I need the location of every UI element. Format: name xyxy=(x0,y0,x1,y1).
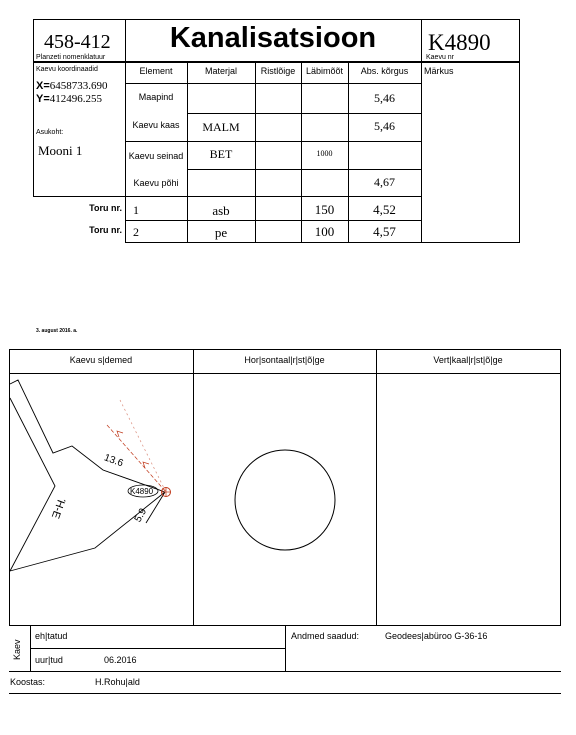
well-number: K4890 xyxy=(428,30,491,55)
pipe-lines xyxy=(107,400,166,492)
row-height: 5,46 xyxy=(374,119,395,133)
col-diameter: Läbimõõt xyxy=(305,66,344,76)
col-element: Element xyxy=(139,66,173,76)
source-label: Andmed saadud: xyxy=(291,631,360,641)
row-element: Maapind xyxy=(138,92,174,102)
row-diameter: 1000 xyxy=(316,149,333,158)
pipe-diameter: 150 xyxy=(314,202,335,217)
coords-label: Kaevu koordinaadid xyxy=(36,66,98,73)
section-scheme-title: Kaevu s|demed xyxy=(69,355,133,365)
col-cross-section: Ristlõige xyxy=(260,66,296,76)
side-label: Kaev xyxy=(12,639,22,660)
row-height: 5,46 xyxy=(374,91,395,105)
author-label: Koostas: xyxy=(10,677,46,687)
row2-label: uur|tud xyxy=(35,655,63,665)
dim-b-label: 5.9 xyxy=(132,506,150,525)
row-element: Kaevu seinad xyxy=(128,151,184,161)
col-remark: Märkus xyxy=(424,66,454,76)
row-material: BET xyxy=(209,147,233,161)
pipe-label: Toru nr. xyxy=(89,203,122,213)
nomenclature-label: Planzeti nomenklatuur xyxy=(36,54,106,61)
pipe-label: Toru nr. xyxy=(89,225,122,235)
dim-a-label: 13.6 xyxy=(102,452,125,470)
row1-label: eh|tatud xyxy=(35,631,68,641)
x-label: X= xyxy=(36,80,50,92)
x-value: 6458733.690 xyxy=(49,80,108,92)
y-label: Y= xyxy=(36,93,50,105)
page-title: Kanalisatsioon xyxy=(169,22,377,54)
row2-value: 06.2016 xyxy=(104,655,137,665)
y-value: 412496.255 xyxy=(49,93,103,105)
well-number-label: Kaevu nr xyxy=(426,54,455,61)
row-element: Kaevu põhi xyxy=(133,178,179,188)
col-height: Abs. kõrgus xyxy=(360,66,409,76)
col-material: Materjal xyxy=(204,66,237,76)
well-tag-label: K4890 xyxy=(130,487,154,496)
section-vertical-title: Vert|kaal|r|st|õ|ge xyxy=(433,355,503,365)
horizontal-section-circle xyxy=(235,450,335,550)
pipe-number: 2 xyxy=(133,225,139,239)
pipe-height: 4,52 xyxy=(373,202,396,217)
row-element: Kaevu kaas xyxy=(132,120,180,130)
house-label: Ή-Ε xyxy=(48,496,67,520)
row-material: MALM xyxy=(202,120,240,134)
location-value: Mooni 1 xyxy=(38,143,83,158)
document-date: 3. august 2016. a. xyxy=(36,328,78,334)
pipe-diameter: 100 xyxy=(314,224,335,239)
pipe-height: 4,57 xyxy=(373,224,396,239)
nomenclature: 458-412 xyxy=(44,31,111,53)
section-horizontal-title: Hor|sontaal|r|st|õ|ge xyxy=(244,355,325,365)
row-height: 4,67 xyxy=(374,175,395,189)
location-label: Asukoht: xyxy=(36,129,64,136)
pipe-material: asb xyxy=(212,203,230,218)
source-value: Geodees|abüroo G-36-16 xyxy=(385,631,488,641)
author-value: H.Rohu|ald xyxy=(95,677,140,687)
pipe-material: pe xyxy=(214,225,228,240)
parcel-lines xyxy=(10,380,165,571)
pipe-number: 1 xyxy=(133,203,139,217)
